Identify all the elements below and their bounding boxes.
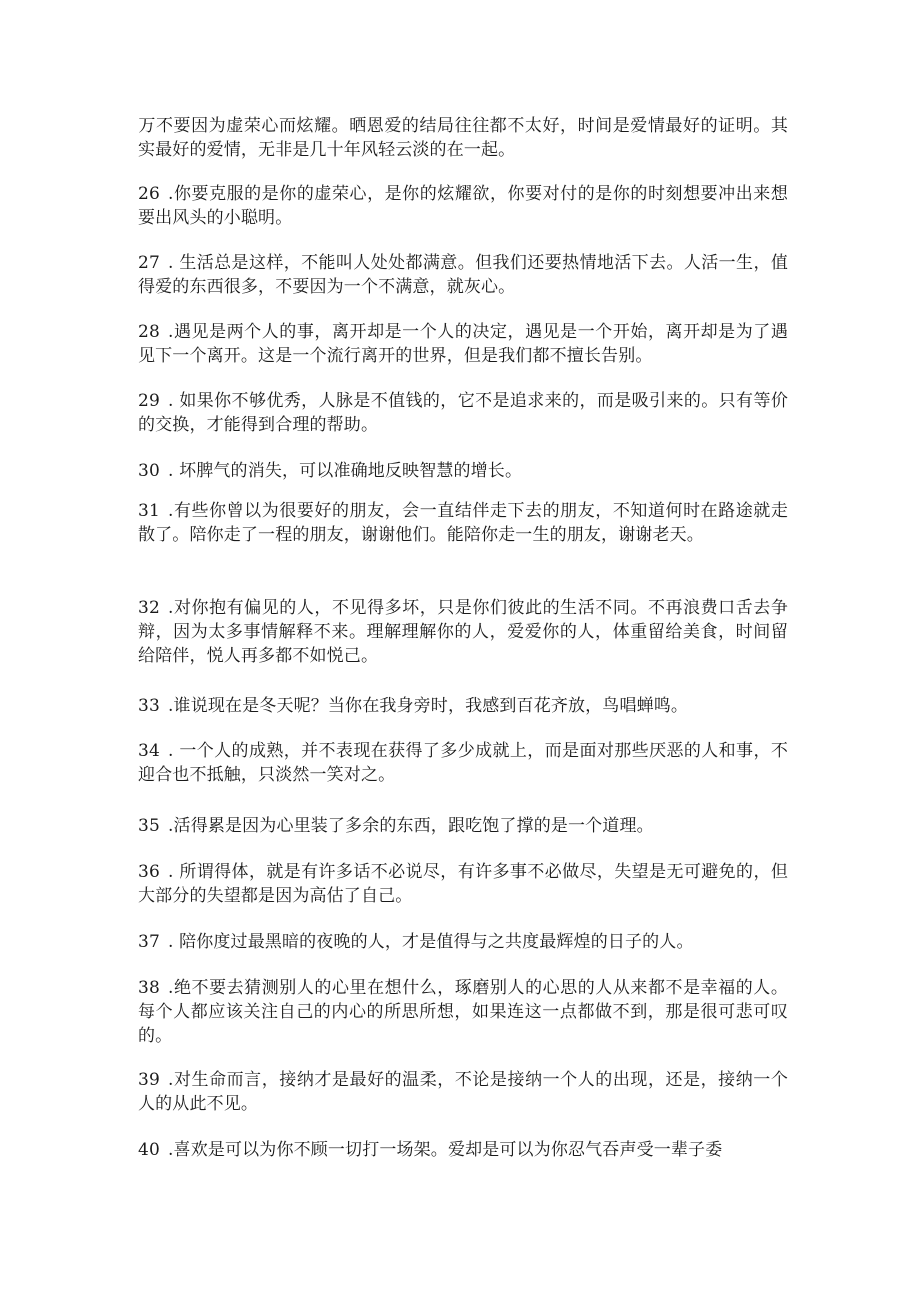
paragraph-34 — [138, 739, 788, 787]
paragraph-text: . 生活总是这样，不能叫人处处都满意。但我们还要热情地活下去。人活一生，值得爱的东西很多，不要因为一个不满意，就灰心。 — [138, 253, 788, 297]
paragraph-number: 36 — [138, 862, 160, 882]
paragraph-text: . 如果你不够优秀，人脉是不值钱的，它不是追求来的，而是吸引来的。只有等价的交换，才能得到合理的帮助。 — [138, 391, 788, 435]
paragraph-38 — [138, 976, 788, 1048]
paragraph-text: . 坏脾气的消失，可以准确地反映智慧的增长。 — [168, 461, 523, 481]
paragraph-text: .有些你曾以为很要好的朋友，会一直结伴走下去的朋友，不知道何时在路途就走散了。陪你走了一程的朋友，谢谢他们。能陪你走一生的朋友，谢谢老天。 — [138, 501, 788, 545]
paragraph-text: .活得累是因为心里装了多余的东西，跟吃饱了撑的是一个道理。 — [168, 816, 654, 836]
paragraph-number: 38 — [138, 978, 160, 998]
paragraph-number: 29 — [138, 391, 160, 411]
paragraph-number: 32 — [138, 598, 160, 618]
paragraph-number: 34 — [138, 741, 160, 761]
paragraph-text: .遇见是两个人的事，离开却是一个人的决定，遇见是一个开始，离开却是为了遇见下一个离开。这是一个流行离开的世界，但是我们都不擅长告别。 — [138, 322, 788, 366]
paragraph-text: .对你抱有偏见的人，不见得多坏，只是你们彼此的生活不同。不再浪费口舌去争辩，因为太多事情解释不来。理解理解你的人，爱爱你的人，体重留给美食，时间留给陪伴，悦人再多都不如悦己。 — [138, 598, 788, 666]
paragraph-27 — [138, 251, 788, 299]
paragraph-number: 35 — [138, 816, 160, 836]
paragraph-number: 31 — [138, 501, 160, 521]
paragraph-39 — [138, 1068, 788, 1116]
paragraph-33 — [138, 694, 788, 718]
paragraph-text: .谁说现在是冬天呢？当你在我身旁时，我感到百花齐放，鸟唱蝉鸣。 — [168, 696, 689, 716]
paragraph-text: 万不要因为虚荣心而炫耀。晒恩爱的结局往往都不太好，时间是爱情最好的证明。其实最好的爱情，无非是几十年风轻云淡的在一起。 — [138, 116, 788, 160]
paragraph-text: . 一个人的成熟，并不表现在获得了多少成就上，而是面对那些厌恶的人和事，不迎合也不抵触，只淡然一笑对之。 — [138, 741, 788, 785]
paragraph-31 — [138, 499, 788, 547]
paragraph-29 — [138, 389, 788, 437]
paragraph-37 — [138, 930, 788, 954]
paragraph-text: .绝不要去猜测别人的心里在想什么，琢磨别人的心思的人从来都不是幸福的人。每个人都应该关注自己的内心的所思所想，如果连这一点都做不到，那是很可悲可叹的。 — [138, 978, 788, 1046]
paragraph-text: .你要克服的是你的虚荣心，是你的炫耀欲，你要对付的是你的时刻想要冲出来想要出风头的小聪明。 — [138, 184, 788, 228]
paragraph-number: 27 — [138, 253, 160, 273]
paragraph-text: . 陪你度过最黑暗的夜晚的人，才是值得与之共度最辉煌的日子的人。 — [168, 932, 694, 952]
paragraph-number: 40 — [138, 1140, 160, 1160]
paragraph-number: 28 — [138, 322, 160, 342]
paragraph-28 — [138, 320, 788, 368]
paragraph-26 — [138, 182, 788, 230]
paragraph-number: 37 — [138, 932, 160, 952]
paragraph-30 — [138, 459, 788, 483]
paragraph-number: 33 — [138, 696, 160, 716]
paragraph-text: .对生命而言，接纳才是最好的温柔，不论是接纳一个人的出现，还是，接纳一个人的从此不见。 — [138, 1070, 788, 1114]
paragraph-text: . 所谓得体，就是有许多话不必说尽，有许多事不必做尽，失望是无可避免的，但大部分的失望都是因为高估了自己。 — [138, 862, 788, 906]
paragraph-text: .喜欢是可以为你不顾一切打一场架。爱却是可以为你忍气吞声受一辈子委 — [168, 1140, 723, 1160]
paragraph-32 — [138, 596, 788, 668]
paragraph-35 — [138, 814, 788, 838]
paragraph-36 — [138, 860, 788, 908]
paragraph-number: 30 — [138, 461, 160, 481]
paragraph-number: 39 — [138, 1070, 160, 1090]
paragraph-25-continued — [138, 114, 788, 162]
paragraph-40 — [138, 1138, 788, 1162]
paragraph-number: 26 — [138, 184, 160, 204]
